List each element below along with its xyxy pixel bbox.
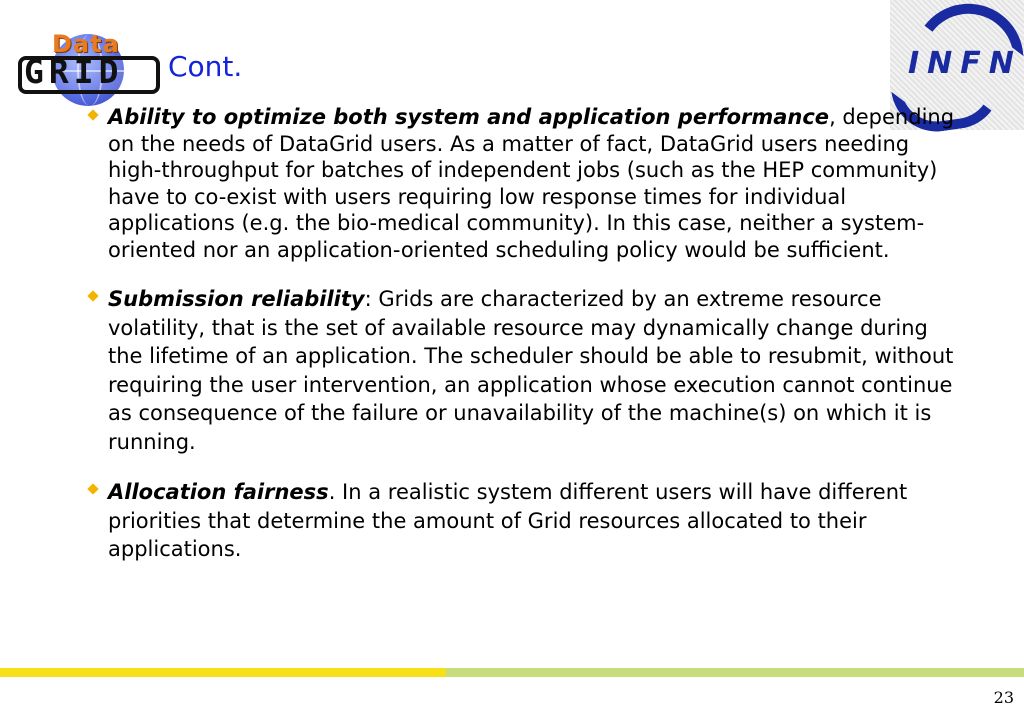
diamond-bullet-icon (87, 109, 98, 120)
bullet-item (88, 285, 958, 456)
diamond-bullet-icon (87, 290, 98, 301)
datagrid-logo (14, 30, 164, 108)
bullet-separator: . (328, 480, 336, 504)
bullet-term: Submission reliability (108, 287, 365, 311)
logo-grid-word: GRID (24, 52, 124, 91)
bullet-separator: , (829, 105, 836, 129)
footer-bar-left (0, 668, 446, 677)
bullet-text: depending on the needs of DataGrid users. As a matter of fact, DataGrid users needing high-throughput for batches of independent jobs (such as the HEP community) have to co-exist with users requiring low response times for individual applications (e.g. the bio-medical community). In this case, neither a system-oriented nor an application-oriented scheduling policy would be sufficient. (108, 105, 955, 262)
page-number: 23 (993, 688, 1014, 707)
bullet-separator: : (364, 287, 372, 311)
footer-bar-right (446, 668, 1024, 677)
bullet-list (88, 104, 958, 586)
bullet-text: In a realistic system different users will have different priorities that determine the amount of Grid resources allocated to their applications. (108, 480, 908, 561)
infn-logo-text: INFN (908, 46, 1022, 81)
slide-title: Cont. (168, 50, 243, 83)
bullet-text: Grids are characterized by an extreme resource volatility, that is the set of available resource may dynamically change during the lifetime of an application. The scheduler should be able to resubmit, without requiring the user intervention, an application whose execution cannot continue as consequence of the failure or unavailability of the machine(s) on which it is running. (108, 287, 954, 454)
bullet-term: Ability to optimize both system and application performance (108, 105, 830, 129)
logo-data-word: Data (52, 30, 120, 58)
diamond-bullet-icon (87, 483, 98, 494)
bullet-item (88, 104, 958, 263)
bullet-item (88, 478, 958, 564)
bullet-term: Allocation fairness (108, 480, 329, 504)
